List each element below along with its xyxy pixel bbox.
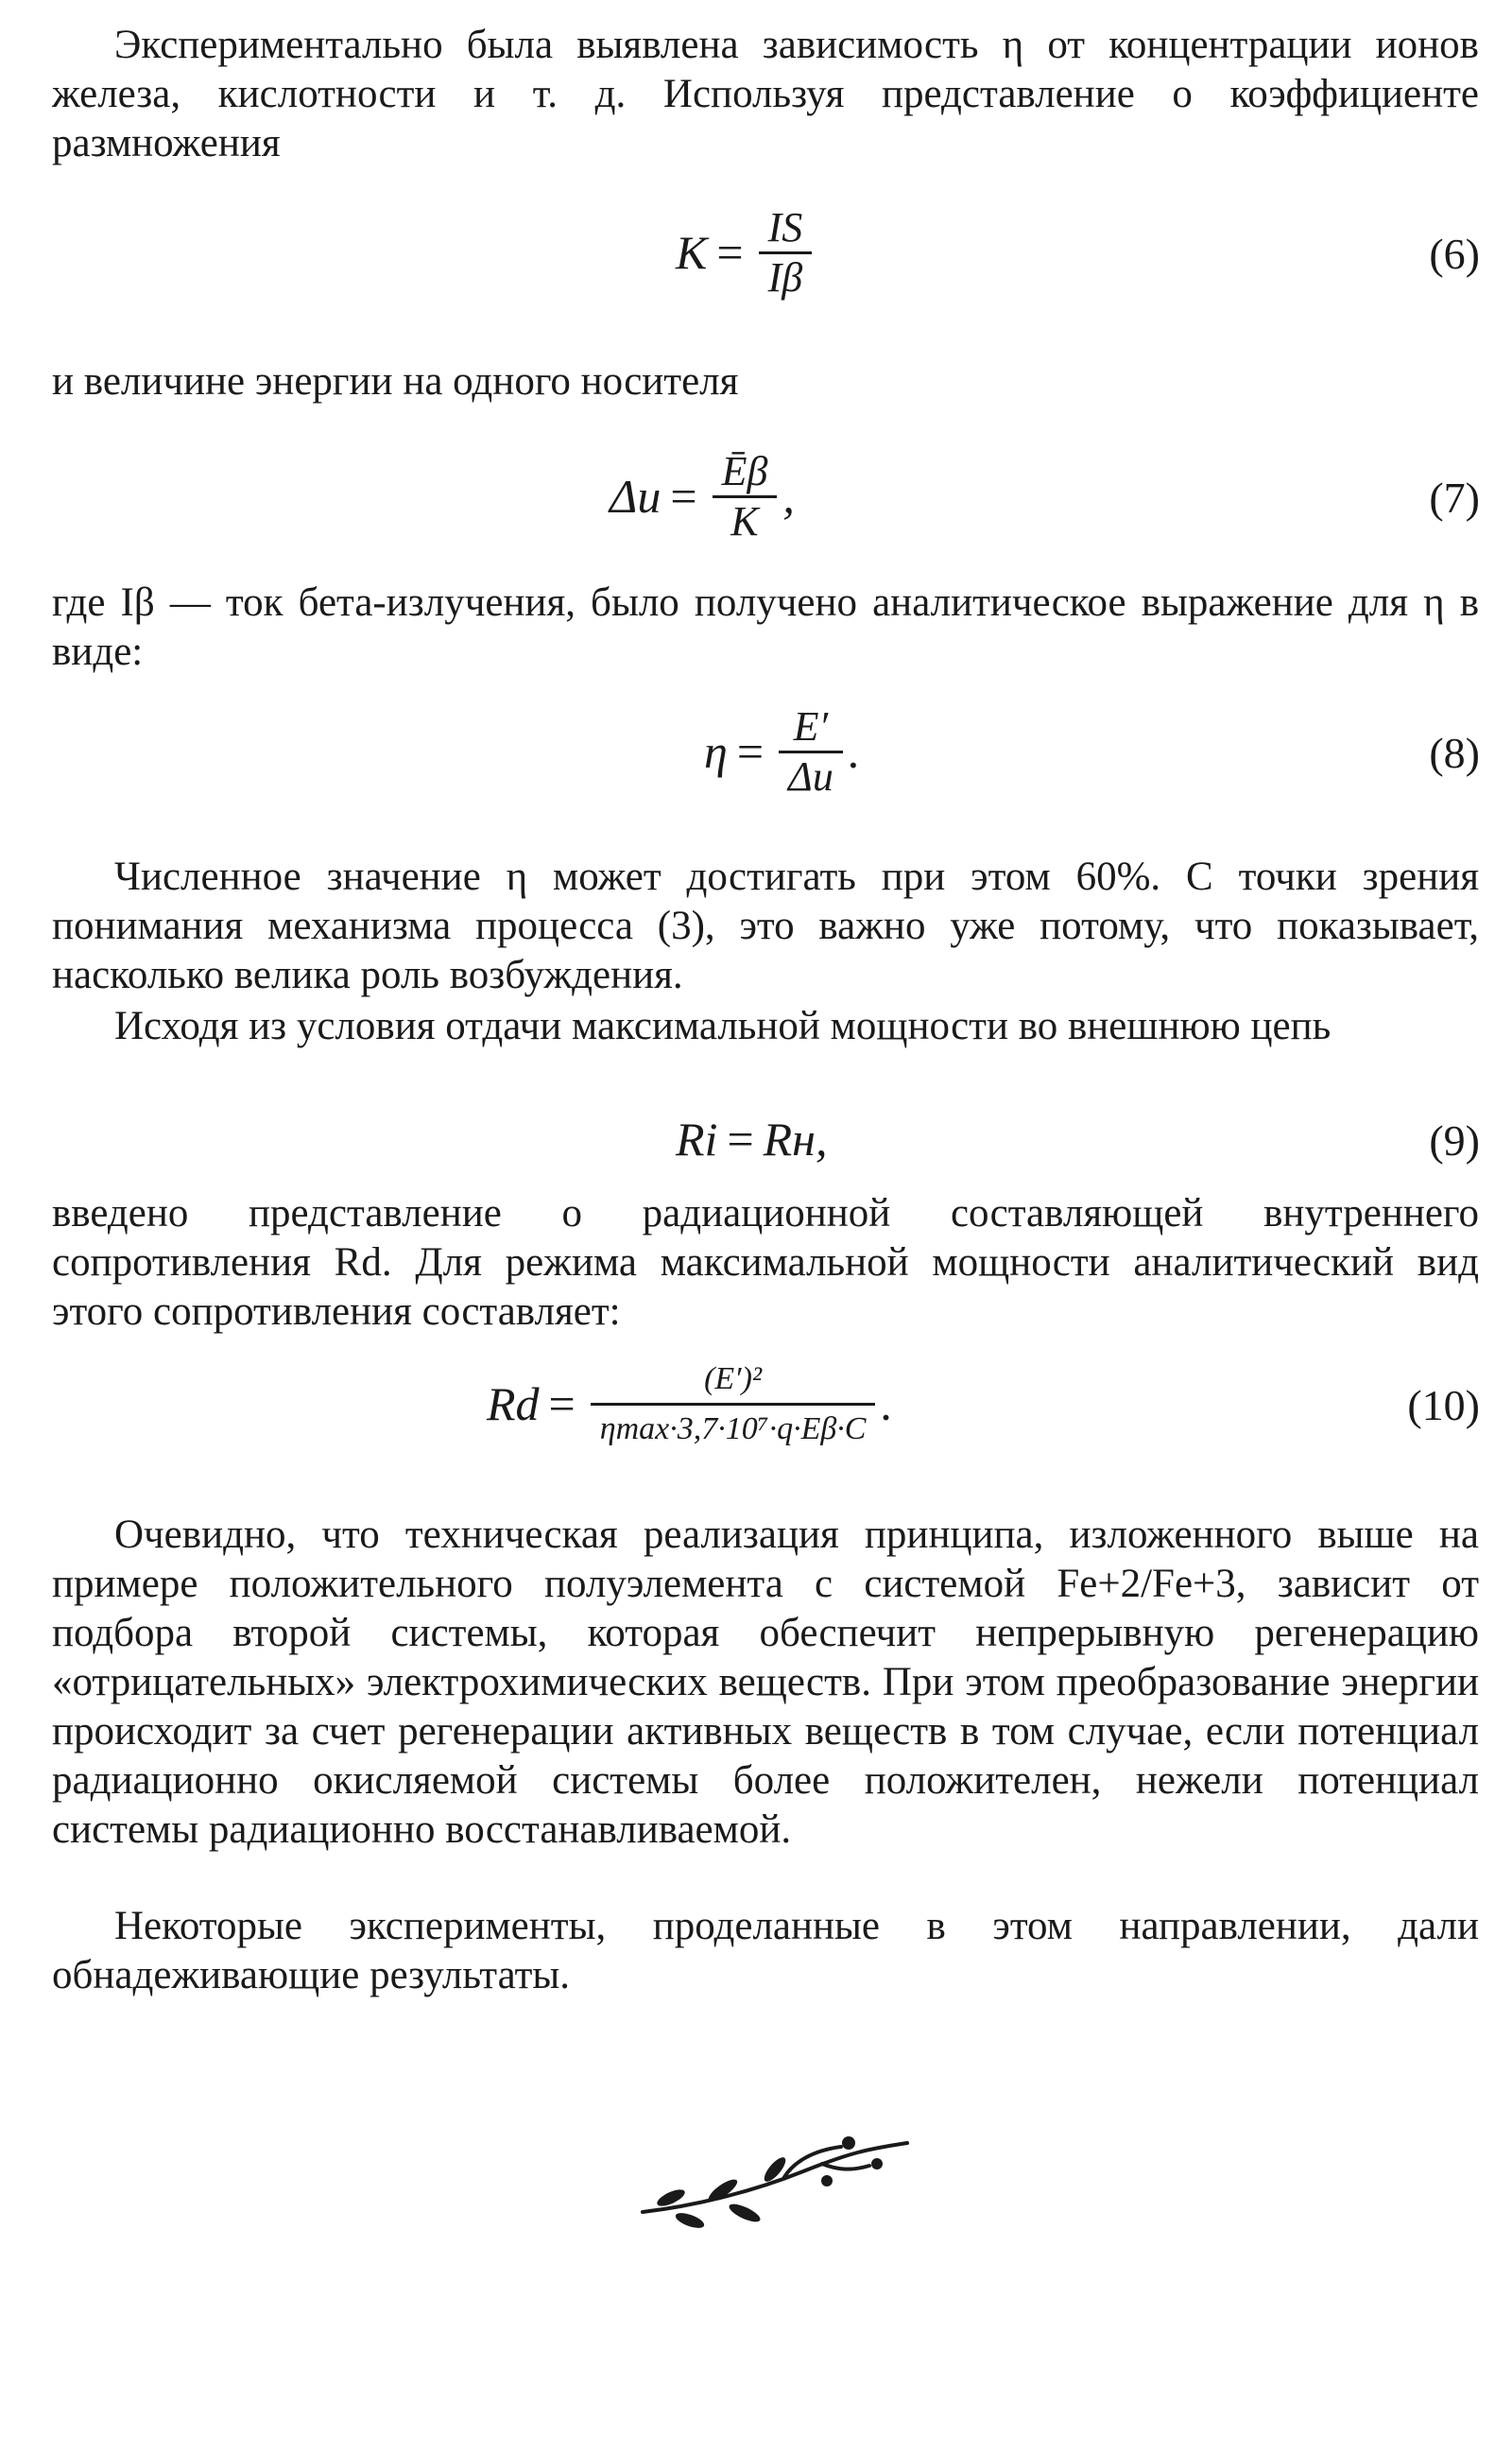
eq6-numerator: IS: [767, 203, 803, 251]
eq10-number: (10): [1407, 1381, 1480, 1429]
eq6-denominator: Iβ: [767, 253, 803, 301]
eq9-lhs: Ri: [676, 1113, 718, 1166]
equation-6-body: [676, 200, 817, 304]
eq7-numerator: Ēβ: [721, 447, 768, 494]
equation-6: [0, 200, 1512, 304]
eq8-tail: .: [848, 725, 861, 778]
paragraph-7: Очевидно, что техническая реализация принципа, изложенного выше на примере положительного полуэлемента с системой Fe+2/Fe+3, зависит от подбора второй системы, которая обеспечит непрерывную регенерацию «отрицательных» электрохимических веществ. При этом преобразование энергии происходит за счет регенерации активных веществ в том случае, если потенциал радиационно окисляемой системы более положителен, нежели потенциал системы радиационно восстанавливаемой.: [52, 1512, 1479, 1852]
eq10-lhs: Rd: [487, 1377, 540, 1430]
eq9-rhs: Rн,: [763, 1113, 828, 1166]
eq6-lhs: K: [676, 226, 708, 279]
eq7-number: (7): [1429, 474, 1480, 522]
eq7-fraction: [713, 448, 778, 545]
equation-7: [0, 444, 1512, 548]
leaf-3: [706, 2176, 740, 2204]
decorative-branch-icon: [633, 2122, 917, 2245]
eq10-equals: =: [548, 1377, 576, 1430]
equation-10: [0, 1352, 1512, 1456]
eq6-fraction: [759, 204, 813, 302]
eq8-denominator: Δu: [788, 752, 833, 800]
berry-3: [871, 2158, 883, 2169]
eq9-number: (9): [1429, 1116, 1480, 1165]
leaf-2: [674, 2210, 706, 2231]
paragraph-1: Экспериментально была выявлена зависимость η от концентрации ионов железа, кислотности и т. д. Используя представление о коэффициенте размножения: [52, 23, 1479, 165]
equation-10-body: [487, 1352, 893, 1456]
eq8-fraction: [779, 703, 843, 801]
eq7-denominator: K: [730, 497, 759, 544]
berry-2: [821, 2175, 833, 2186]
equation-7-body: [610, 444, 795, 548]
eq7-lhs: Δu: [610, 470, 662, 523]
eq10-fraction: [591, 1356, 876, 1453]
eq6-equals: =: [716, 226, 744, 279]
eq7-equals: =: [670, 470, 697, 523]
leaf-4: [727, 2201, 763, 2225]
eq8-numerator: E′: [793, 702, 829, 750]
paragraph-4: Численное значение η может достигать при этом 60%. С точки зрения понимания механизма процесса (3), это важно уже потому, что показывает, насколько велика роль возбуждения.: [52, 855, 1479, 997]
paragraph-2: и величине энергии на одного носителя: [52, 359, 739, 404]
eq8-lhs: η: [704, 725, 728, 778]
eq9-equals: =: [727, 1113, 754, 1166]
equation-8-body: [704, 700, 860, 804]
equation-9-body: [676, 1087, 828, 1191]
eq6-number: (6): [1429, 230, 1480, 278]
berry-1: [842, 2136, 855, 2150]
branch-twig-2: [822, 2164, 869, 2169]
eq8-number: (8): [1429, 729, 1480, 777]
paragraph-3: где Iβ — ток бета-излучения, было получено аналитическое выражение для η в виде:: [52, 580, 1479, 674]
equation-8: [0, 700, 1512, 804]
eq10-numerator: (E′)²: [704, 1360, 763, 1396]
equation-9: [0, 1087, 1512, 1191]
eq7-tail: ,: [782, 470, 795, 523]
eq10-tail: .: [881, 1377, 893, 1430]
paragraph-6: введено представление о радиационной составляющей внутреннего сопротивления Rd. Для режима максимальной мощности аналитический вид этого сопротивления составляет:: [52, 1191, 1479, 1334]
eq10-denominator: ηmax·3,7·10⁷·q·Eβ·C: [599, 1410, 867, 1446]
paragraph-5: Исходя из условия отдачи максимальной мощности во внешнюю цепь: [114, 1004, 1332, 1048]
paragraph-8: Некоторые эксперименты, проделанные в этом направлении, дали обнадеживающие результаты.: [52, 1904, 1479, 1997]
eq8-equals: =: [736, 725, 765, 778]
